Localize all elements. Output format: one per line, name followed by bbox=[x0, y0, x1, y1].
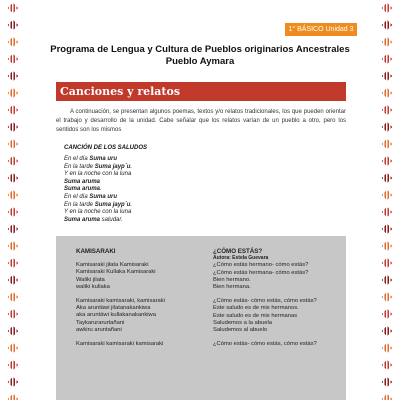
border-ornament bbox=[8, 292, 19, 303]
verse-pre: En la tarde bbox=[64, 201, 95, 208]
verse-pre: En el día bbox=[64, 156, 90, 162]
verse-line bbox=[64, 194, 132, 202]
song-verses bbox=[64, 156, 132, 224]
song-line: Kamisaraki kamisaraki kamisaraki bbox=[76, 341, 164, 348]
border-ornament bbox=[382, 173, 393, 184]
border-ornament bbox=[382, 224, 393, 235]
section-title: Canciones y relatos bbox=[60, 85, 181, 98]
song-line: Bien hermana. bbox=[213, 284, 251, 291]
border-ornament bbox=[8, 275, 19, 286]
border-ornament bbox=[382, 54, 393, 65]
border-ornament bbox=[8, 105, 19, 116]
song-line: Kamisaraki jilata Kamisaraki bbox=[76, 262, 149, 269]
border-ornament bbox=[382, 275, 393, 286]
verse-bold: Suma uru bbox=[89, 193, 118, 200]
song-line: Taykarurarurtañani bbox=[76, 319, 125, 326]
border-ornament bbox=[8, 241, 19, 252]
border-ornament bbox=[8, 88, 19, 99]
border-ornament bbox=[382, 88, 393, 99]
verse-line bbox=[64, 171, 132, 179]
song-title: CANCIÓN DE LOS SALUDOS bbox=[64, 145, 148, 151]
border-ornament bbox=[8, 258, 19, 269]
song-line: aka aruntäwi kullakanakankiwa bbox=[76, 312, 156, 319]
song-line: Saludemos al abuelo bbox=[213, 327, 268, 334]
stanza-gap bbox=[76, 291, 165, 298]
song-line: Kamisaraki Kullaka Kamisaraki bbox=[76, 269, 156, 276]
border-ornament bbox=[382, 394, 393, 400]
border-ornament bbox=[382, 343, 393, 354]
song-line: Saludemos a la abuela bbox=[213, 319, 272, 326]
border-ornament bbox=[8, 309, 19, 320]
border-ornament bbox=[8, 207, 19, 218]
verse-bold: Suma aruma bbox=[64, 178, 101, 185]
border-ornament bbox=[382, 207, 393, 218]
border-ornament bbox=[8, 377, 19, 388]
verse-line bbox=[64, 202, 132, 210]
border-ornament bbox=[8, 3, 19, 14]
verse-pre: En el día bbox=[64, 193, 90, 200]
grade-unit-badge: 1° BÁSICO Unidad 3 bbox=[285, 23, 357, 36]
verse-pre: En la tarde bbox=[64, 163, 95, 170]
verse-post: . bbox=[130, 163, 133, 170]
verse-bold: Suma jayp´u bbox=[94, 201, 131, 208]
stanza-gap bbox=[76, 334, 165, 341]
kamisaraki-column bbox=[76, 248, 165, 348]
border-ornament bbox=[382, 309, 393, 320]
verse-pre: Y en la noche con la luna bbox=[64, 209, 132, 216]
verse-post: . bbox=[130, 201, 133, 208]
border-ornament bbox=[8, 360, 19, 371]
como-estas-title: ¿CÓMO ESTÁS? bbox=[213, 248, 263, 255]
border-ornament bbox=[382, 377, 393, 388]
border-ornament bbox=[382, 122, 393, 133]
verse-line bbox=[64, 209, 132, 217]
verse-bold: Suma jayp´u bbox=[94, 163, 131, 170]
song-line: awkiru aruntañani bbox=[76, 326, 122, 333]
song-line: ¿Cómo estás hermano- cómo estás? bbox=[213, 262, 309, 269]
stanza-gap bbox=[213, 334, 317, 341]
song-line: Bien hermano. bbox=[213, 276, 251, 283]
border-ornament bbox=[382, 105, 393, 116]
song-line: ¿Cómo estás- cómo estás, cómo estás? bbox=[213, 341, 317, 348]
page-header bbox=[40, 44, 360, 68]
song-line: ¿Cómo estás hermana- cómo estás? bbox=[213, 269, 309, 276]
verse-bold: Suma aruma bbox=[64, 186, 101, 193]
como-estas-column bbox=[213, 248, 317, 348]
border-ornament bbox=[382, 258, 393, 269]
song-line: Kamisaraki kamisaraki, kamisaraki bbox=[76, 298, 165, 305]
verse-post: . bbox=[100, 186, 102, 193]
verse-bold: Suma aruma bbox=[64, 216, 101, 223]
verse-bold: Suma uru bbox=[89, 156, 118, 162]
verse-line bbox=[64, 156, 132, 164]
verse-line bbox=[64, 179, 132, 187]
como-estas-author: Autora: Estela Guevara bbox=[213, 255, 269, 262]
stanza-gap bbox=[213, 291, 317, 298]
border-ornament bbox=[382, 3, 393, 14]
intro-paragraph: A continuación, se presentan algunos poemas, textos y/o relatos tradicionales, los que pueden orientar el trabajo y desarrollo de la unidad. Cabe señalar que los relatos varían de un pueblo a otro, pero los sentidos son los mismos bbox=[56, 109, 346, 133]
border-ornament bbox=[8, 71, 19, 82]
border-ornament bbox=[8, 326, 19, 337]
border-ornament bbox=[8, 20, 19, 31]
border-ornament bbox=[382, 139, 393, 150]
verse-post: saludar. bbox=[100, 216, 123, 223]
border-ornament bbox=[8, 173, 19, 184]
header-line-2: Pueblo Aymara bbox=[165, 56, 235, 67]
header-line-1: Programa de Lengua y Cultura de Pueblos originarios Ancestrales bbox=[50, 44, 350, 55]
border-ornament bbox=[8, 139, 19, 150]
verse-pre: Y en la noche con la luna bbox=[64, 171, 132, 178]
border-ornament bbox=[382, 360, 393, 371]
border-ornament bbox=[382, 241, 393, 252]
song-line: Este saludo es de mis hermanos. bbox=[213, 305, 299, 312]
kamisaraki-title: KAMISARAKI bbox=[76, 248, 116, 255]
left-decorative-border bbox=[7, 0, 19, 400]
border-ornament bbox=[382, 326, 393, 337]
border-ornament bbox=[382, 292, 393, 303]
section-title-bar bbox=[56, 82, 346, 101]
border-ornament bbox=[8, 156, 19, 167]
song-line: Aka aruntäwi jilatanakankiwa bbox=[76, 305, 151, 312]
right-decorative-border bbox=[381, 0, 393, 400]
border-ornament bbox=[382, 156, 393, 167]
border-ornament bbox=[8, 190, 19, 201]
border-ornament bbox=[8, 37, 19, 48]
song-line: ¿Cómo estás- cómo estás, cómo estás? bbox=[213, 298, 317, 305]
border-ornament bbox=[8, 122, 19, 133]
border-ornament bbox=[8, 394, 19, 400]
verse-line bbox=[64, 164, 132, 172]
verse-line bbox=[64, 217, 132, 225]
border-ornament bbox=[8, 224, 19, 235]
song-line: waliki kullaka bbox=[76, 283, 110, 290]
border-ornament bbox=[382, 20, 393, 31]
border-ornament bbox=[382, 190, 393, 201]
song-line: Waliki jilata bbox=[76, 276, 105, 283]
border-ornament bbox=[382, 71, 393, 82]
verse-line bbox=[64, 186, 132, 194]
border-ornament bbox=[382, 37, 393, 48]
song-line: Este saludo es de mis hermanas bbox=[213, 312, 298, 319]
border-ornament bbox=[8, 54, 19, 65]
border-ornament bbox=[8, 343, 19, 354]
